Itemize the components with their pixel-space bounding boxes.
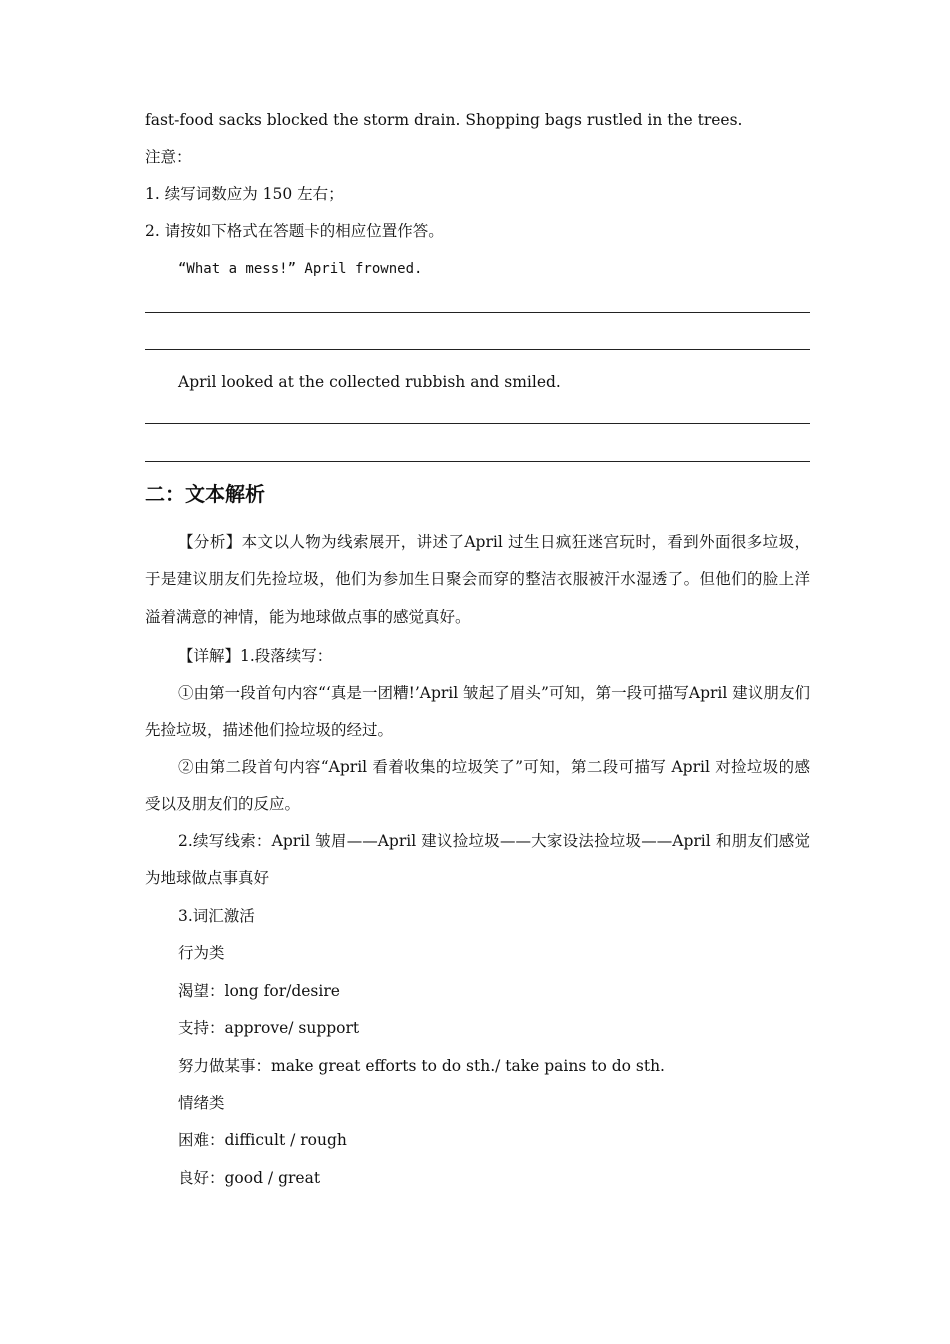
answer-line [145,312,810,313]
vocab-item: 良好：good / great [178,1169,321,1187]
intro-tail-text: fast-food sacks blocked the storm drain. Shopping bags rustled in the trees. [145,111,743,129]
detail-paragraph-1: ①由第一段首句内容“‘真是一团糟!’April 皱起了眉头”可知，第一段可描写April 建议朋友们先捡垃圾，描述他们捡垃圾的经过。 [145,684,810,740]
analysis-paragraph: 【分析】本文以人物为线索展开，讲述了April 过生日疯狂迷宫玩时，看到外面很多垃圾，于是建议朋友们先捡垃圾，他们为参加生日聚会而穿的整洁衣服被汗水湿透了。但他们的脸上洋溢着满意的神情，能为地球做点事的感觉真好。 [145,533,810,626]
vocab-item: 支持：approve/ support [178,1019,360,1037]
notes-item-1: 1. 续写词数应为 150 左右； [145,185,344,203]
prompt-paragraph-2: April looked at the collected rubbish and smiled. [178,373,561,391]
category-emotion: 情绪类 [178,1094,225,1112]
answer-line [145,461,810,462]
vocab-item: 努力做某事：make great efforts to do sth./ take pains to do sth. [178,1057,665,1075]
category-behavior: 行为类 [178,944,225,962]
detail-paragraph-2: ②由第二段首句内容“April 看着收集的垃圾笑了”可知，第二段可描写 April 对捡垃圾的感受以及朋友们的反应。 [145,758,810,814]
prompt-paragraph-1: “What a mess!” April frowned. [178,261,423,277]
vocab-title: 3.词汇激活 [178,907,255,925]
notes-item-2: 2. 请按如下格式在答题卡的相应位置作答。 [145,222,444,240]
detail-title: 【详解】1.段落续写： [178,647,333,665]
vocab-item: 困难：difficult / rough [178,1131,347,1149]
notes-title: 注意： [145,148,192,166]
answer-line [145,423,810,424]
clue-paragraph: 2.续写线索：April 皱眉——April 建议捡垃圾——大家设法捡垃圾——April 和朋友们感觉为地球做点事真好 [145,832,810,888]
vocab-item: 渴望：long for/desire [178,982,340,1000]
section-heading: 二：文本解析 [145,482,265,506]
answer-line [145,349,810,350]
